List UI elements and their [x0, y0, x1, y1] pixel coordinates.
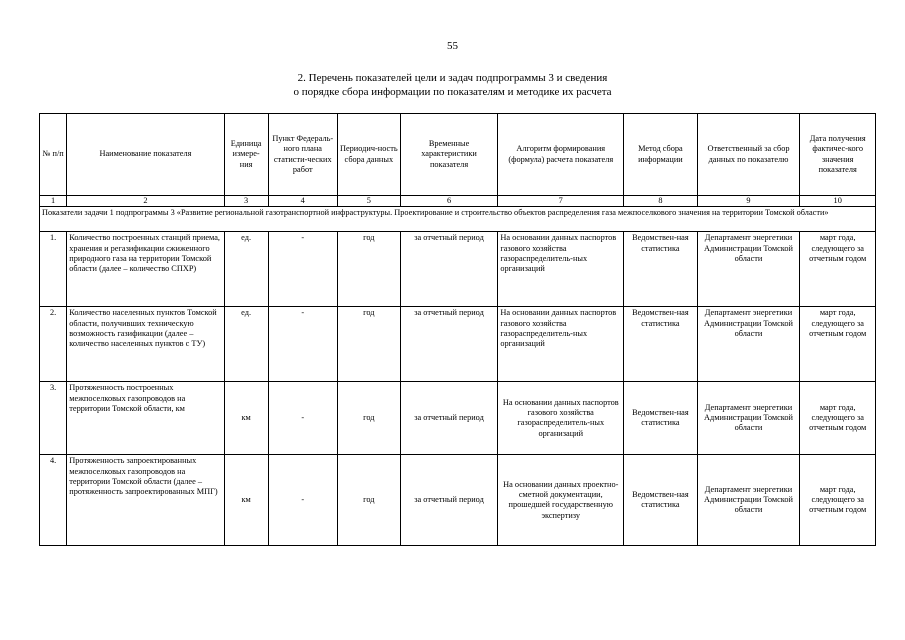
header-cell-name: Наименование показателя — [67, 114, 224, 196]
time-cell: за отчетный период — [400, 232, 498, 307]
method-cell: Ведомствен-ная статистика — [624, 382, 697, 455]
header-cell-unit: Единица измере-ния — [224, 114, 268, 196]
header-cell-algorithm: Алгоритм формирования (формула) расчета показателя — [498, 114, 624, 196]
plan-item-cell: - — [268, 382, 337, 455]
responsible-cell: Департамент энергетики Администрации Томской области — [697, 455, 800, 546]
algorithm-cell: На основании данных паспортов газового хозяйства газораспределитель-ных организаций — [498, 382, 624, 455]
row-number: 2. — [40, 307, 67, 382]
date-cell: март года, следующего за отчетным годом — [800, 382, 876, 455]
plan-item-cell: - — [268, 307, 337, 382]
table-row — [40, 455, 876, 546]
unit-cell: км — [224, 455, 268, 546]
plan-item-cell: - — [268, 232, 337, 307]
indicator-name: Количество построенных станций приема, хранения и регазификации сжиженного природного газа на территории Томской области (далее – количество СПХР) — [67, 232, 224, 307]
column-number: 10 — [800, 196, 876, 207]
column-number: 4 — [268, 196, 337, 207]
table-row — [40, 232, 876, 307]
column-number-row — [40, 196, 876, 207]
date-cell: март года, следующего за отчетным годом — [800, 307, 876, 382]
algorithm-cell: На основании данных паспортов газового хозяйства газораспределитель-ных организаций — [498, 232, 624, 307]
method-cell: Ведомствен-ная статистика — [624, 455, 697, 546]
indicator-name: Протяженность построенных межпоселковых газопроводов на территории Томской области, км — [67, 382, 224, 455]
column-number: 3 — [224, 196, 268, 207]
section-heading: Показатели задачи 1 подпрограммы 3 «Развитие региональной газотранспортной инфраструктуры. Проектирование и строительство объектов распределения газа межпоселкового значения на территории Томской области» — [40, 207, 876, 232]
title-line-1: 2. Перечень показателей цели и задач подпрограммы 3 и сведения — [297, 72, 608, 84]
plan-item-cell: - — [268, 455, 337, 546]
responsible-cell: Департамент энергетики Администрации Томской области — [697, 307, 800, 382]
column-number: 2 — [67, 196, 224, 207]
unit-cell: км — [224, 382, 268, 455]
time-cell: за отчетный период — [400, 382, 498, 455]
document-title — [0, 71, 905, 99]
row-number: 3. — [40, 382, 67, 455]
title-line-2: о порядке сбора информации по показателям и методике их расчета — [293, 86, 612, 98]
unit-cell: ед. — [224, 307, 268, 382]
header-cell-date: Дата получения фактичес-кого значения показателя — [800, 114, 876, 196]
header-cell-method: Метод сбора информации — [624, 114, 697, 196]
periodicity-cell: год — [337, 307, 400, 382]
algorithm-cell: На основании данных проектно-сметной документации, прошедшей государственную экспертизу — [498, 455, 624, 546]
table-row — [40, 382, 876, 455]
date-cell: март года, следующего за отчетным годом — [800, 232, 876, 307]
indicator-name: Протяженность запроектированных межпоселковых газопроводов на территории Томской области (далее – протяженность запроектированных МПГ) — [67, 455, 224, 546]
table-row — [40, 307, 876, 382]
algorithm-cell: На основании данных паспортов газового хозяйства газораспределитель-ных организаций — [498, 307, 624, 382]
header-cell-plan-item: Пункт Федераль-ного плана статисти-ческих работ — [268, 114, 337, 196]
column-number: 8 — [624, 196, 697, 207]
header-cell-periodicity: Периодич-ность сбора данных — [337, 114, 400, 196]
column-number: 6 — [400, 196, 498, 207]
periodicity-cell: год — [337, 455, 400, 546]
header-cell-responsible: Ответственный за сбор данных по показателю — [697, 114, 800, 196]
method-cell: Ведомствен-ная статистика — [624, 232, 697, 307]
column-number: 1 — [40, 196, 67, 207]
column-number: 5 — [337, 196, 400, 207]
page-number: 55 — [447, 40, 458, 52]
periodicity-cell: год — [337, 382, 400, 455]
header-row — [40, 114, 876, 196]
indicator-name: Количество населенных пунктов Томской области, получивших техническую возможность газификации (далее – количество населенных пунктов с ТУ) — [67, 307, 224, 382]
time-cell: за отчетный период — [400, 307, 498, 382]
date-cell: март года, следующего за отчетным годом — [800, 455, 876, 546]
responsible-cell: Департамент энергетики Администрации Томской области — [697, 382, 800, 455]
column-number: 9 — [697, 196, 800, 207]
unit-cell: ед. — [224, 232, 268, 307]
time-cell: за отчетный период — [400, 455, 498, 546]
indicators-table — [39, 113, 876, 546]
method-cell: Ведомствен-ная статистика — [624, 307, 697, 382]
row-number: 4. — [40, 455, 67, 546]
row-number: 1. — [40, 232, 67, 307]
header-cell-time: Временные характеристики показателя — [400, 114, 498, 196]
section-row — [40, 207, 876, 232]
responsible-cell: Департамент энергетики Администрации Томской области — [697, 232, 800, 307]
column-number: 7 — [498, 196, 624, 207]
periodicity-cell: год — [337, 232, 400, 307]
header-cell-number: № п/п — [40, 114, 67, 196]
